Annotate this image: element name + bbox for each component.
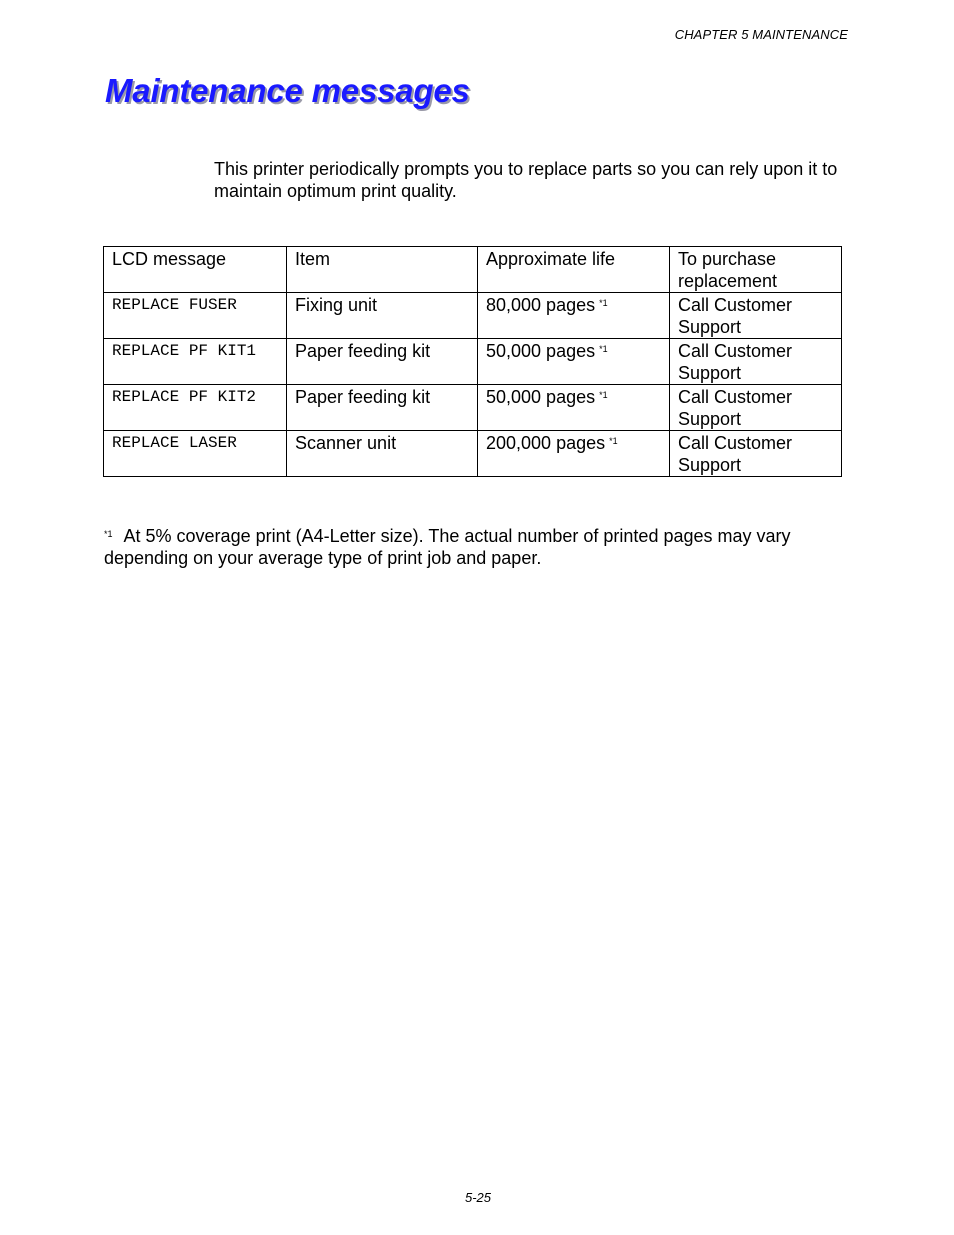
purchase-cell: Call Customer Support bbox=[670, 385, 842, 431]
page-title: Maintenance messages bbox=[105, 72, 470, 109]
footnote-mark: *1 bbox=[104, 529, 113, 539]
header-item: Item bbox=[287, 247, 478, 293]
footnote-ref: *1 bbox=[599, 390, 608, 400]
life-value: 80,000 pages bbox=[486, 295, 596, 315]
header-to-purchase: To purchase replacement bbox=[670, 247, 842, 293]
item-cell: Fixing unit bbox=[287, 293, 478, 339]
item-cell: Paper feeding kit bbox=[287, 339, 478, 385]
purchase-cell: Call Customer Support bbox=[670, 293, 842, 339]
lcd-message-cell: REPLACE FUSER bbox=[104, 293, 287, 339]
header-approximate-life: Approximate life bbox=[478, 247, 670, 293]
lcd-message-cell: REPLACE PF KIT2 bbox=[104, 385, 287, 431]
page-number: 5-25 bbox=[465, 1190, 492, 1205]
item-cell: Scanner unit bbox=[287, 431, 478, 477]
running-header: CHAPTER 5 MAINTENANCE bbox=[674, 27, 848, 42]
table-row bbox=[104, 385, 842, 431]
maintenance-table bbox=[103, 246, 842, 477]
life-cell bbox=[478, 293, 670, 339]
life-value: 200,000 pages bbox=[486, 433, 606, 453]
life-value: 50,000 pages bbox=[486, 341, 596, 361]
header-lcd-message: LCD message bbox=[104, 247, 287, 293]
footnote-ref: *1 bbox=[609, 436, 618, 446]
life-value: 50,000 pages bbox=[486, 387, 596, 407]
item-cell: Paper feeding kit bbox=[287, 385, 478, 431]
life-cell bbox=[478, 339, 670, 385]
table-row bbox=[104, 293, 842, 339]
table-row bbox=[104, 339, 842, 385]
table-row bbox=[104, 431, 842, 477]
intro-paragraph: This printer periodically prompts you to replace parts so you can rely upon it to maintain optimum print quality. bbox=[214, 159, 838, 201]
life-cell bbox=[478, 385, 670, 431]
purchase-cell: Call Customer Support bbox=[670, 339, 842, 385]
lcd-message-cell: REPLACE PF KIT1 bbox=[104, 339, 287, 385]
table-header-row bbox=[104, 247, 842, 293]
footnote-text: At 5% coverage print (A4-Letter size). The actual number of printed pages may vary depending on your average type of print job and paper. bbox=[104, 526, 791, 568]
footnote bbox=[104, 525, 844, 569]
lcd-message-cell: REPLACE LASER bbox=[104, 431, 287, 477]
life-cell bbox=[478, 431, 670, 477]
purchase-cell: Call Customer Support bbox=[670, 431, 842, 477]
footnote-ref: *1 bbox=[599, 344, 608, 354]
footnote-ref: *1 bbox=[599, 298, 608, 308]
